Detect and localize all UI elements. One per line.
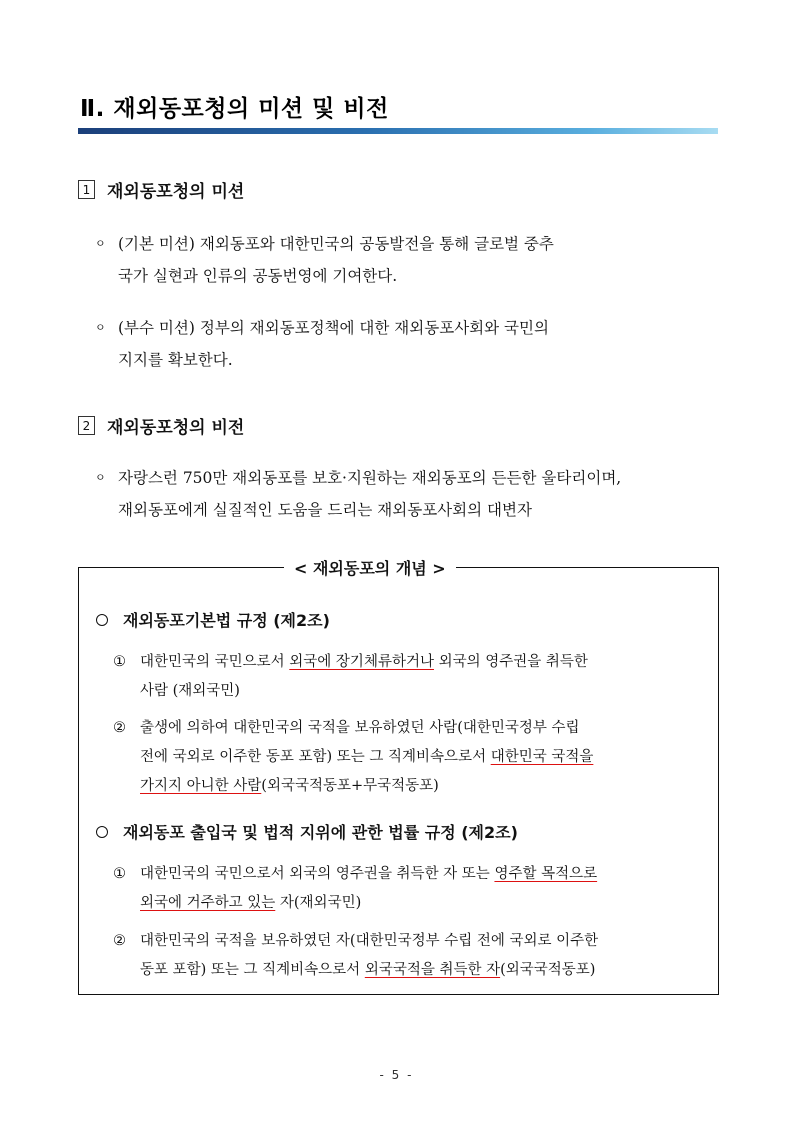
underlined-phrase: 가지지 아니한 사람 [140, 778, 262, 794]
section-number-box: 2 [78, 416, 95, 435]
law1-item1 [113, 648, 713, 706]
circled-two-icon: ② [113, 720, 126, 736]
law1-heading [96, 608, 330, 631]
page-number: - 5 - [379, 1068, 414, 1082]
law2-item2 [113, 927, 713, 985]
concept-box-label: < 재외동포의 개념 > [284, 556, 456, 579]
bullet-icon: ㅇ [95, 237, 106, 250]
text-span: 동포 포함) 또는 그 직계비속으로서 [140, 962, 365, 978]
text-span: 대한민국의 국민으로서 [140, 654, 290, 670]
underlined-phrase: 외국국적을 취득한 자 [364, 962, 501, 978]
text-span: 외국의 영주권을 취득한 [433, 654, 588, 670]
circle-bullet-icon [96, 614, 108, 626]
law2-item2-line2 [113, 956, 713, 985]
text-span: (외국국적동포+무국적동포) [261, 778, 439, 794]
section-heading-vision [78, 413, 244, 438]
mission-basic-line1: (기본 미션) 재외동포와 대한민국의 공동발전을 통해 글로벌 중추 [118, 235, 554, 253]
circled-two-icon: ② [113, 933, 126, 949]
underlined-phrase: 대한민국 국적을 [490, 749, 594, 765]
section-title: 재외동포청의 비전 [107, 418, 245, 438]
law2-title: 재외동포 출입국 및 법적 지위에 관한 법률 규정 (제2조) [123, 823, 518, 842]
bullet-icon: ㅇ [95, 471, 106, 484]
mission-sub-paragraph [95, 312, 720, 376]
mission-basic-line2: 국가 실현과 인류의 공동번영에 기여한다. [118, 267, 398, 285]
text-span: (외국국적동포) [500, 962, 596, 978]
vision-line2: 재외동포에게 실질적인 도움을 드리는 재외동포사회의 대변자 [118, 501, 532, 519]
section-heading-mission [78, 177, 244, 202]
law1-item2-line2 [113, 743, 713, 772]
text-span: 대한민국의 국민으로서 외국의 영주권을 취득한 자 또는 [140, 866, 495, 882]
law1-item2 [113, 714, 713, 801]
law2-item1 [113, 860, 713, 918]
chapter-title: Ⅱ. 재외동포청의 미션 및 비전 [80, 96, 389, 122]
law1-item2-line3 [113, 772, 713, 801]
law2-heading [96, 820, 518, 843]
text-span: 대한민국의 국적을 보유하였던 자(대한민국정부 수립 전에 국외로 이주한 [140, 933, 599, 949]
text-span: 출생에 의하여 대한민국의 국적을 보유하였던 사람(대한민국정부 수립 [140, 720, 580, 736]
circle-bullet-icon [96, 826, 108, 838]
law1-title: 재외동포기본법 규정 (제2조) [123, 611, 330, 630]
circled-one-icon: ① [113, 654, 126, 670]
text-span: 자(재외국민) [275, 895, 362, 911]
underlined-phrase: 외국에 거주하고 있는 [140, 895, 276, 911]
text-span: 전에 국외로 이주한 동포 포함) 또는 그 직계비속으로서 [140, 749, 491, 765]
underlined-phrase: 영주할 목적으로 [494, 866, 598, 882]
law1-item1-line2: 사람 (재외국민) [140, 683, 240, 699]
bullet-icon: ㅇ [95, 321, 106, 334]
law2-item1-line2 [113, 889, 713, 918]
vision-line1: 자랑스런 750만 재외동포를 보호·지원하는 재외동포의 든든한 울타리이며, [118, 469, 622, 487]
mission-basic-paragraph [95, 228, 720, 292]
vision-paragraph [95, 462, 720, 526]
section-number-box: 1 [78, 180, 95, 199]
mission-sub-line2: 지지를 확보한다. [118, 351, 233, 369]
underlined-phrase: 외국에 장기체류하거나 [289, 654, 434, 670]
circled-one-icon: ① [113, 866, 126, 882]
section-title: 재외동포청의 미션 [107, 182, 245, 202]
title-gradient-rule [78, 128, 718, 134]
mission-sub-line1: (부수 미션) 정부의 재외동포정책에 대한 재외동포사회와 국민의 [118, 319, 549, 337]
